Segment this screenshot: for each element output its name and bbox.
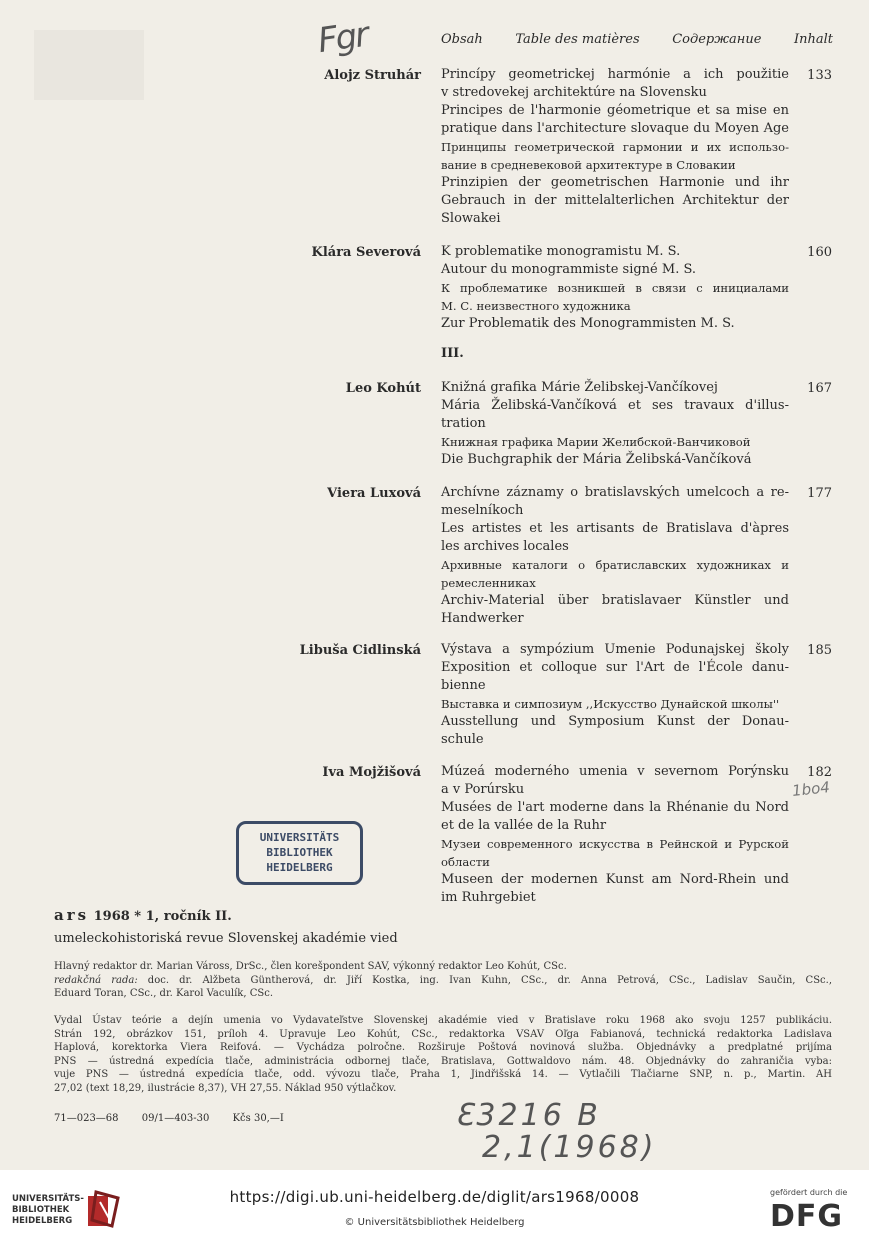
entry-titles [441,641,789,749]
journal-title [54,906,232,924]
copyright-notice: © Universitätsbibliothek Heidelberg [344,1217,525,1228]
title-line: v stredovekej architektúre na Slovensku [441,85,707,100]
imprint-line: Strán 192, obrázkov 151, príloh 4. Upravuje Leo Kohút, CSc., redaktorka VSAV Oľga Fabianová, technická redaktorka Ladislava [54,1028,832,1040]
imprint-line: 27,02 (text 18,29, ilustrácie 8,37), VH 27,55. Náklad 950 výtlačkov. [54,1082,397,1094]
viewer-footer [0,1170,869,1244]
entry-titles [441,763,789,907]
title-line: K problematike monogramistu M. S. [441,244,681,259]
permalink-url[interactable]: https://digi.ub.uni-heidelberg.de/diglit/ars1968/0008 [229,1188,640,1206]
title-line: Archiv-Material über bratislavaer Künstler und [441,593,789,608]
header-soderzhanie: Содержание [672,32,762,47]
title-line: Gebrauch in der mittelalterlichen Architektur der [441,193,789,208]
code-item: 09/1—403-30 [141,1113,210,1124]
stamp-line: BIBLIOTHEK [266,846,333,859]
code-item: Kčs 30,—I [232,1113,284,1124]
title-line: Архивные каталоги о братиславских художниках и [441,558,789,572]
title-line: Mária Želibská-Vančíková et ses travaux d'illus- [441,398,789,413]
title-line: Musées de l'art moderne dans la Rhénanie du Nord [441,800,789,815]
section-label: III. [441,346,464,361]
entry-author: Leo Kohút [345,381,421,396]
title-line: ремесленниках [441,576,536,590]
title-line: Выставка и симпозиум ,,Искусство Дунайской школы'' [441,697,780,711]
title-line: вание в средневековой архитектуре в Словакии [441,158,736,172]
handwritten-call-number: Ɛ3216 B [455,1098,601,1133]
bleed-through-mark [34,30,144,100]
credits-line: Eduard Toran, CSc., dr. Karol Vaculík, CSc. [54,988,274,1000]
entry-author: Iva Mojžišová [322,765,421,780]
journal-issue: 1968 * 1, ročník II. [89,909,232,924]
title-line: Prinzipien der geometrischen Harmonie und ihr [441,175,789,190]
title-line: et de la vallée de la Ruhr [441,818,607,833]
title-line: М. С. неизвестного художника [441,299,631,313]
title-line: Archívne záznamy o bratislavských umelcoch a re- [441,485,789,500]
journal-subtitle: umeleckohistoriská revue Slovenskej akadémie vied [54,931,398,946]
entry-titles [441,379,789,469]
credits-line: Hlavný redaktor dr. Marian Váross, DrSc., člen korešpondent SAV, výkonný redaktor Leo Kohút, CSc. [54,961,567,972]
handwritten-volume: 2,1(1968) [482,1130,657,1165]
title-line: Knižná grafika Márie Želibskej-Vančíkovej [441,380,718,395]
title-line: a v Porúrsku [441,782,525,797]
imprint-block [54,1014,832,1096]
entry-page-number: 133 [807,68,832,83]
title-line: Slowakei [441,211,501,226]
title-line: schule [441,732,484,747]
dfg-funding-label: gefördert durch die [770,1188,848,1197]
journal-name: ars [54,906,90,924]
title-line: Zur Problematik des Monogrammisten M. S. [441,316,735,331]
title-line: Autour du monogrammiste signé M. S. [441,262,697,277]
title-line: Museen der modernen Kunst am Nord-Rhein und [441,872,789,887]
title-line: Princípy geometrickej harmónie a ich použitie [441,67,789,82]
imprint-line: vuje PNS — ústredná expedícia tlače, odd. vývozu tlače, Praha 1, Jindřišská 14. — Vytlačili Tlačiarne SNP, n. p., Martin. AH [54,1069,832,1081]
title-line: pratique dans l'architecture slovaque du Moyen Age [441,121,789,136]
header-table-des-matieres: Table des matières [515,32,640,47]
editorial-credits [54,960,832,1001]
library-stamp [236,821,363,885]
title-line: Принципы геометрической гармонии и их использо- [441,140,789,154]
title-line: Múzeá moderného umenia v severnom Porýnsku [441,764,789,779]
stamp-line: UNIVERSITÄTS [259,831,340,844]
title-line: Книжная графика Марии Желибской-Ванчиковой [441,435,751,449]
toc-header [441,32,833,47]
title-line: Die Buchgraphik der Mária Želibská-Vančíková [441,452,752,467]
editorial-board-label: redakčná rada: [54,974,138,986]
credits-line: doc. dr. Alžbeta Güntherová, dr. Jiří Kostka, ing. Ivan Kuhn, CSc., dr. Anna Petrová, CSc., Ladislav Saučin, CSc., [137,974,833,986]
entry-page-number: 182 [807,765,832,780]
library-name-line: UNIVERSITÄTS- [12,1194,84,1204]
entry-page-number: 167 [807,381,832,396]
title-line: Principes de l'harmonie géometrique et sa mise en [441,103,789,118]
title-line: К проблематике возникшей в связи с инициалами [441,281,789,295]
dfg-logo[interactable]: DFG [770,1199,844,1234]
title-line: bienne [441,678,486,693]
title-line: tration [441,416,486,431]
entry-page-number: 160 [807,245,832,260]
entry-titles [441,243,789,333]
title-line: les archives locales [441,539,569,554]
title-line: Les artistes et les artisants de Bratislava d'àpres [441,521,789,536]
title-line: Výstava a sympózium Umenie Podunajskej školy [441,642,789,657]
code-item: 71—023—68 [54,1113,119,1124]
imprint-line: PNS — ústredná expedícia tlače, administrácia odbornej tlače, Bratislava, Gottwaldovo nám. 48. Objednávky do zahraničia vyba: [54,1055,832,1067]
title-line: области [441,855,490,869]
entry-page-number: 185 [807,643,832,658]
header-inhalt: Inhalt [793,32,833,47]
title-line: Handwerker [441,611,524,626]
handwritten-initials: Fgr [315,14,370,62]
entry-titles [441,484,789,628]
stamp-line: HEIDELBERG [266,861,333,874]
title-line: im Ruhrgebiet [441,890,536,905]
library-name-line: BIBLIOTHEK [12,1205,70,1215]
entry-page-number: 177 [807,486,832,501]
entry-author: Viera Luxová [327,486,421,501]
title-line: Exposition et colloque sur l'Art de l'École danu- [441,660,789,675]
title-line: Музеи современного искусства в Рейнской и Рурской [441,837,789,851]
handwritten-margin-note: 1bo4 [791,778,831,800]
entry-author: Klára Severová [311,245,421,260]
imprint-line: Haplová, korektorka Viera Reifová. — Vychádza polročne. Rozširuje Poštová novinová služba. Objednávky a predplatné prijíma [54,1042,832,1054]
entry-titles [441,66,789,228]
entry-author: Alojz Struhár [324,68,421,83]
header-obsah: Obsah [441,32,483,47]
title-line: meselníkoch [441,503,524,518]
imprint-line: Vydal Ústav teórie a dejín umenia vo Vydavateľstve Slovenskej akadémie vied v Bratislave roku 1968 ako svoju 1257 publikáciu. [54,1015,832,1026]
library-name-line: HEIDELBERG [12,1216,73,1226]
title-line: Ausstellung und Symposium Kunst der Donau- [441,714,789,729]
catalog-codes [54,1113,304,1124]
entry-author: Libuša Cidlinská [299,643,421,658]
